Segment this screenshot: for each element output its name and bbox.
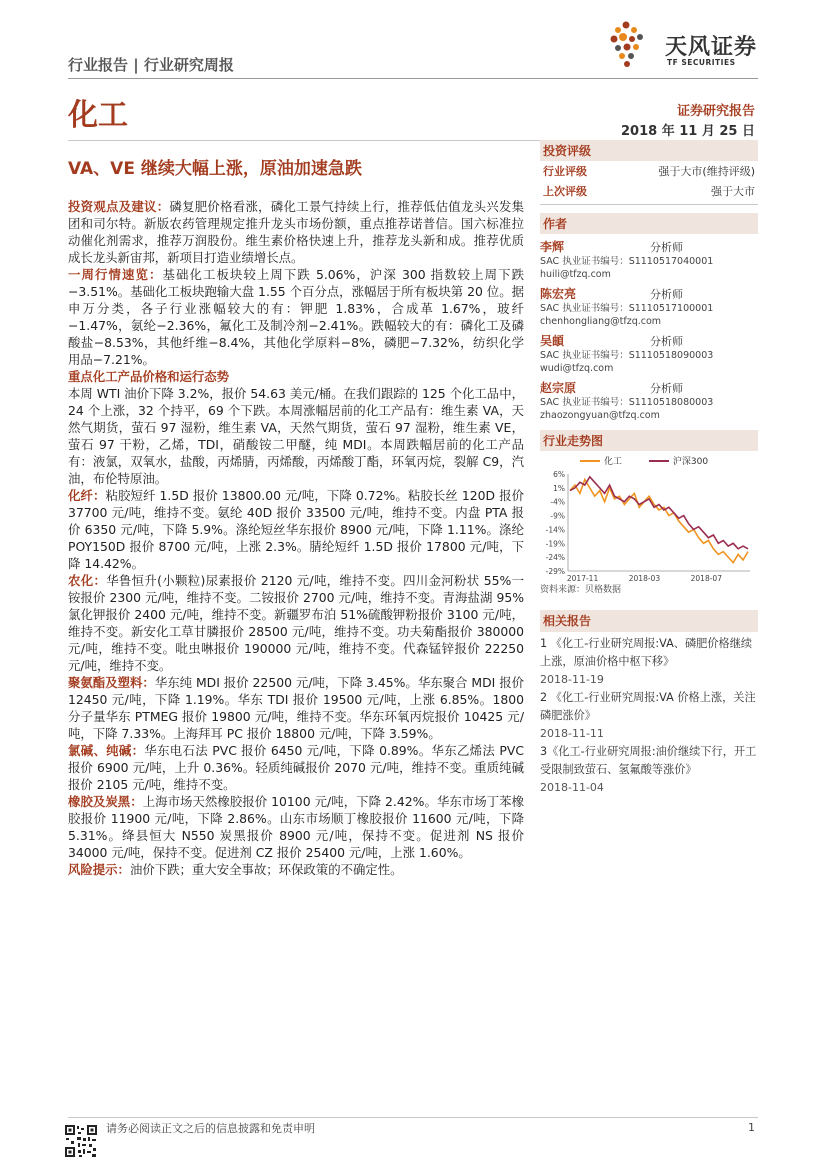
y-tick-label: 6% xyxy=(553,470,565,479)
series-line-chem xyxy=(570,480,748,563)
series-line-hs300 xyxy=(570,477,748,549)
related-item[interactable]: 2 《化工-行业研究周报:VA 价格上涨，关注磷肥涨价》 2018-11-11 xyxy=(540,691,756,740)
paragraph-risk: 风险提示：油价下跌；重大安全事故；环保政策的不确定性。 xyxy=(68,862,403,877)
footer-disclaimer[interactable]: 请务必阅读正文之后的信息披露和免责申明 xyxy=(106,1122,315,1135)
report-type: 证券研究报告 xyxy=(676,104,755,119)
logo-text-cn: 天风证券 xyxy=(665,35,758,60)
legend-item-hs300: 沪深300 xyxy=(649,454,720,467)
author-item: 吴頔 分析师 SAC 执业证书编号：S1110518090003 wudi@tfzq.com xyxy=(540,334,714,374)
report-category: 行业报告 | 行业研究周报 xyxy=(68,56,234,74)
author-item: 陈宏亮 分析师 SAC 执业证书编号：S1110517100001 chenhongliang@tfzq.com xyxy=(540,287,714,327)
paragraph-chlor-alkali: 氯碱、纯碱：华东电石法 PVC 报价 6450 元/吨，下降 0.89%。华东乙烯法 PVC 报价 6900 元/吨，上升 0.36%。轻质纯碱报价 2070 元/吨，维持不变。重质纯碱报价 2105 元/吨，维持不变。 xyxy=(68,743,525,792)
logo-text-en: TF SECURITIES xyxy=(667,58,736,67)
chart-source: 资料来源：贝格数据 xyxy=(540,585,622,595)
report-date: 2018 年 11 月 25 日 xyxy=(621,124,755,139)
y-tick-label: -24% xyxy=(545,553,565,563)
related-header: 相关报告 xyxy=(540,610,758,632)
rating-row: 行业评级 强于大市(维持评级) xyxy=(543,165,755,178)
qr-code-icon xyxy=(64,1124,98,1158)
y-tick-label: -14% xyxy=(545,525,565,535)
page-number: 1 xyxy=(748,1121,755,1134)
paragraph-rubber: 橡胶及炭黑：上海市场天然橡胶报价 10100 元/吨，下降 2.42%。华东市场丁苯橡胶报价 11900 元/吨，下降 2.86%。山东市场顺丁橡胶报价 11600 元/吨，下降 5.31%。绛县恒大 N550 炭黑报价 8900 元/吨，保持不变。促进剂 NS 报价 34000 元/吨，保持不变。促进剂 CZ 报价 25400 元/吨，上涨 1.60%。 xyxy=(68,794,524,860)
y-tick-label: -19% xyxy=(545,539,565,549)
paragraph-investment-view: 投资观点及建议：磷复肥价格看涨，磷化工景气持续上行，推荐低估值龙头兴发集团和司尔特。新版农药管理规定推升龙头市场份额，重点推荐诺普信。国六标准拉动催化剂需求，推荐万润股份。维生素价格快速上升，推荐龙头新和成。推荐优质成长龙头新宙邦，新项目打造业绩增长点。 xyxy=(68,199,525,265)
industry-title: 化工 xyxy=(68,98,128,133)
prev-rating-row: 上次评级 强于大市 xyxy=(543,185,755,198)
y-tick-label: -4% xyxy=(550,497,565,507)
report-title: VA、VE 继续大幅上涨，原油加速急跌 xyxy=(68,159,362,179)
main-content xyxy=(68,198,524,878)
trend-chart-svg xyxy=(540,466,758,591)
paragraph-prices-heading: 重点化工产品价格和运行态势 xyxy=(68,369,230,384)
legend-item-chem: 化工 xyxy=(580,454,634,467)
paragraph-weekly-review: 一周行情速览：基础化工板块较上周下跌 5.06%，沪深 300 指数较上周下跌−3.51%。基础化工板块跑输大盘 1.55 个百分点，涨幅居于所有板块第 20 位。据申万分类，各子行业涨幅较大的有：钾肥 1.83%，合成革 1.67%，玻纤−1.47%，氨纶−2.36%，氟化工及制冷剂−2.41%。跌幅较大的有：磷化工及磷酸盐−8.53%，其他纤维−8.4%，其他化学原料−8%，磷肥−7.32%，纺织化学用品−7.21%。 xyxy=(68,267,525,367)
header-divider xyxy=(68,78,758,79)
author-item: 赵宗原 分析师 SAC 执业证书编号：S1110518080003 zhaozongyuan@tfzq.com xyxy=(540,381,714,421)
x-tick-label: 2018-07 xyxy=(690,574,722,583)
related-reports xyxy=(540,610,758,797)
footer-divider xyxy=(68,1117,758,1118)
paragraph-prices: 本周 WTI 油价下降 3.2%，报价 54.63 美元/桶。在我们跟踪的 125 个化工品中，24 个上涨，32 个持平，69 个下跌。本周涨幅居前的化工产品有：维生素 VA，天然气期货，萤石 97 湿粉，维生素 VA，天然气期货，萤石 97 湿粉，维生素 VE，萤石 97 干粉，乙烯，TDI，硝酸铵二甲醚，纯 MDI。本周跌幅居前的化工产品有：液氯，双氧水，盐酸，丙烯腈，丙烯酸，丙烯酸丁酯，环氧丙烷，裂解 C9，汽油，布伦特原油。 xyxy=(68,386,524,486)
paragraph-chemical-fiber: 化纤：粘胶短纤 1.5D 报价 13800.00 元/吨，下降 0.72%。粘胶长丝 120D 报价 37700 元/吨，维持不变。氨纶 40D 报价 33500 元/吨，维持不变。内盘 PTA 报价 6350 元/吨，下降 5.9%。涤纶短丝华东报价 8900 元/吨，下降 1.11%。涤纶 POY150D 报价 8700 元/吨，上涨 2.3%。腈纶短纤 1.5D 报价 17800 元/吨，下降 14.42%。 xyxy=(68,488,524,571)
y-tick-label: 1% xyxy=(553,483,565,493)
authors-header: 作者 xyxy=(540,213,758,234)
paragraph-agrochemical: 农化：华鲁恒升(小颗粒)尿素报价 2120 元/吨，维持不变。四川金河粉状 55%一铵报价 2300 元/吨，维持不变。二铵报价 2700 元/吨，维持不变。青海盐湖 95%氯化钾报价 2400 元/吨，维持不变。新疆罗布泊 51%硫酸钾粉报价 3100 元/吨，维持不变。新安化工草甘膦报价 28500 元/吨，维持不变。功夫菊酯报价 380000 元/吨，维持不变。吡虫啉报价 190000 元/吨，维持不变。代森锰锌报价 22250 元/吨，维持不变。 xyxy=(68,573,525,673)
paragraph-polyurethane: 聚氨酯及塑料：华东纯 MDI 报价 22500 元/吨，下降 3.45%。华东聚合 MDI 报价 12450 元/吨，下降 1.19%。华东 TDI 报价 19500 元/吨，上涨 6.85%。1800 分子量华东 PTMEG 报价 19800 元/吨，维持不变。华东环氧丙烷报价 10425 元/吨，下降 7.33%。上海拜耳 PC 报价 18800 元/吨，下降 3.59%。 xyxy=(68,675,525,741)
rating-header: 投资评级 xyxy=(540,140,758,161)
trend-chart xyxy=(540,448,758,598)
x-tick-label: 2017-11 xyxy=(566,574,599,583)
y-tick-label: -9% xyxy=(550,511,565,521)
y-tick-label: -29% xyxy=(545,567,565,576)
related-item[interactable]: 1 《化工-行业研究周报:VA、磷肥价格继续上涨，原油价格中枢下移》 2018-11-19 xyxy=(540,637,753,686)
related-item[interactable]: 3《化工-行业研究周报:油价继续下行，开工受限制致萤石、氢氟酸等涨价》 2018-11-04 xyxy=(540,745,757,794)
trend-header: 行业走势图 xyxy=(540,430,758,451)
rating-panel xyxy=(540,140,758,422)
author-item: 李辉 分析师 SAC 执业证书编号：S1110517040001 huili@tfzq.com xyxy=(540,240,714,280)
x-tick-label: 2018-03 xyxy=(628,574,661,583)
